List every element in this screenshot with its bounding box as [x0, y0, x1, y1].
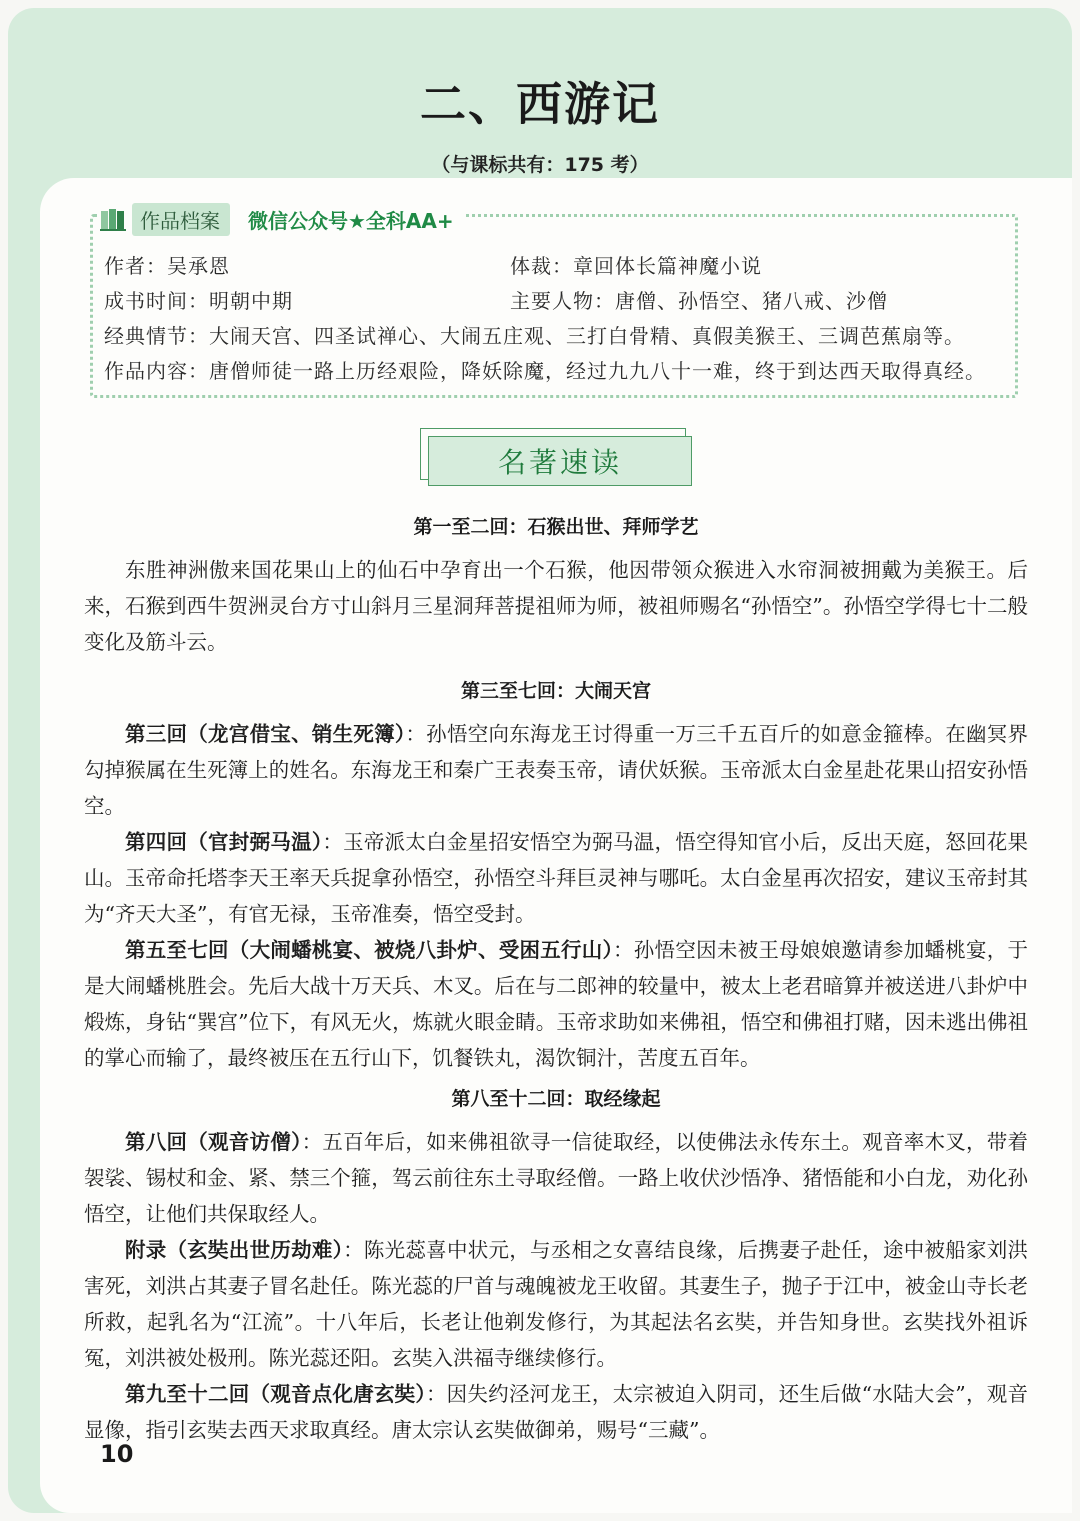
- paragraph: [84, 824, 1028, 932]
- paragraph: [84, 716, 1028, 824]
- paragraph-text: ：因失约泾河龙王，太宗被迫入阴司，还生后做“水陆大会”，观音显像，指引玄奘去西天求取真经。唐太宗认玄奘做御弟，赐号“三藏”。: [84, 1382, 1029, 1442]
- profile-summary: 作品内容：唐僧师徒一路上历经艰险，降妖除魔，经过九九八十一难，终于到达西天取得真经。: [104, 359, 986, 383]
- paragraph-text: ：孙悟空因未被王母娘娘邀请参加蟠桃宴，于是大闹蟠桃胜会。先后大战十万天兵、木叉。后在与二郎神的较量中，被太上老君暗算并被送进八卦炉中煅炼，身钻“巽宫”位下，有风无火，炼就火眼金睛。玉帝求助如来佛祖，悟空和佛祖打赌，因未逃出佛祖的掌心而输了，最终被压在五行山下，饥餐铁丸，渴饮铜汁，苦度五百年。: [84, 938, 1029, 1070]
- paragraph-text: ：五百年后，如来佛祖欲寻一信徒取经，以使佛法永传东土。观音率木叉，带着袈裟、锡杖和金、紧、禁三个箍，驾云前往东土寻取经僧。一路上收伏沙悟净、猪悟能和小白龙，劝化孙悟空，让他们共保取经人。: [84, 1130, 1029, 1226]
- paragraph-lead: 第三回（龙宫借宝、销生死簿）: [125, 722, 406, 746]
- profile-author: 作者：吴承恩: [104, 254, 230, 278]
- profile-genre: 体裁：章回体长篇神魔小说: [510, 254, 762, 278]
- paragraph-lead: 第四回（官封弼马温）: [125, 830, 323, 854]
- page-number: 10: [100, 1440, 134, 1468]
- paragraph: [84, 1124, 1028, 1232]
- section-heading: 第八至十二回：取经缘起: [451, 1088, 661, 1110]
- paragraph-text: ：玉帝派太白金星招安悟空为弼马温，悟空得知官小后，反出天庭，怒回花果山。玉帝命托塔李天王率天兵捉拿孙悟空，孙悟空斗拜巨灵神与哪吒。太白金星再次招安，建议玉帝封其为“齐天大圣”，有官无禄，玉帝准奏，悟空受封。: [84, 830, 1029, 926]
- wechat-note: 微信公众号★全科AA+: [248, 208, 454, 233]
- paragraph-lead: 第九至十二回（观音点化唐玄奘）: [125, 1382, 426, 1406]
- book-icon: [98, 205, 128, 233]
- profile-time: 成书时间：明朝中期: [104, 289, 293, 313]
- paragraph-lead: 第五至七回（大闹蟠桃宴、被烧八卦炉、受困五行山）: [125, 938, 614, 962]
- paragraph: [84, 932, 1028, 1076]
- profile-plots: 经典情节：大闹天宫、四圣试禅心、大闹五庄观、三打白骨精、真假美猴王、三调芭蕉扇等。: [104, 324, 965, 348]
- content-panel: [40, 178, 1072, 1513]
- paragraph-text: ：陈光蕊喜中状元，与丞相之女喜结良缘，后携妻子赴任，途中被船家刘洪害死，刘洪占其妻子冒名赴任。陈光蕊的尸首与魂魄被龙王收留。其妻生子，抛子于江中，被金山寺长老所救，起乳名为“江流”。十八年后，长老让他剃发修行，为其起法名玄奘，并告知身世。玄奘找外祖诉冤，刘洪被处极刑。陈光蕊还阳。玄奘入洪福寺继续修行。: [84, 1238, 1029, 1370]
- paragraph-lead: 第八回（观音访僧）: [125, 1130, 302, 1154]
- profile-header: [98, 202, 464, 236]
- paragraph: [84, 1232, 1028, 1376]
- paragraph: [84, 552, 1028, 660]
- profile-characters: 主要人物：唐僧、孙悟空、猪八戒、沙僧: [510, 289, 888, 313]
- exam-note: （与课标共有：175 考）: [431, 154, 649, 176]
- paragraph: [84, 1376, 1028, 1448]
- paragraph-text: 东胜神洲傲来国花果山上的仙石中孕育出一个石猴，他因带领众猴进入水帘洞被拥戴为美猴王。后来，石猴到西牛贺洲灵台方寸山斜月三星洞拜菩提祖师为师，被祖师赐名“孙悟空”。孙悟空学得七十二般变化及筋斗云。: [84, 558, 1028, 654]
- section-banner: 名著速读: [428, 436, 692, 486]
- chapter-title: 二、西游记: [420, 77, 660, 131]
- section-heading: 第一至二回：石猴出世、拜师学艺: [413, 516, 699, 538]
- section-heading: 第三至七回：大闹天宫: [460, 680, 651, 702]
- paragraph-text: ：孙悟空向东海龙王讨得重一万三千五百斤的如意金箍棒。在幽冥界勾掉猴属在生死簿上的姓名。东海龙王和秦广王表奏玉帝，请伏妖猴。玉帝派太白金星赴花果山招安孙悟空。: [84, 722, 1029, 818]
- profile-tag: 作品档案: [132, 203, 230, 236]
- paragraph-lead: 附录（玄奘出世历劫难）: [125, 1238, 344, 1262]
